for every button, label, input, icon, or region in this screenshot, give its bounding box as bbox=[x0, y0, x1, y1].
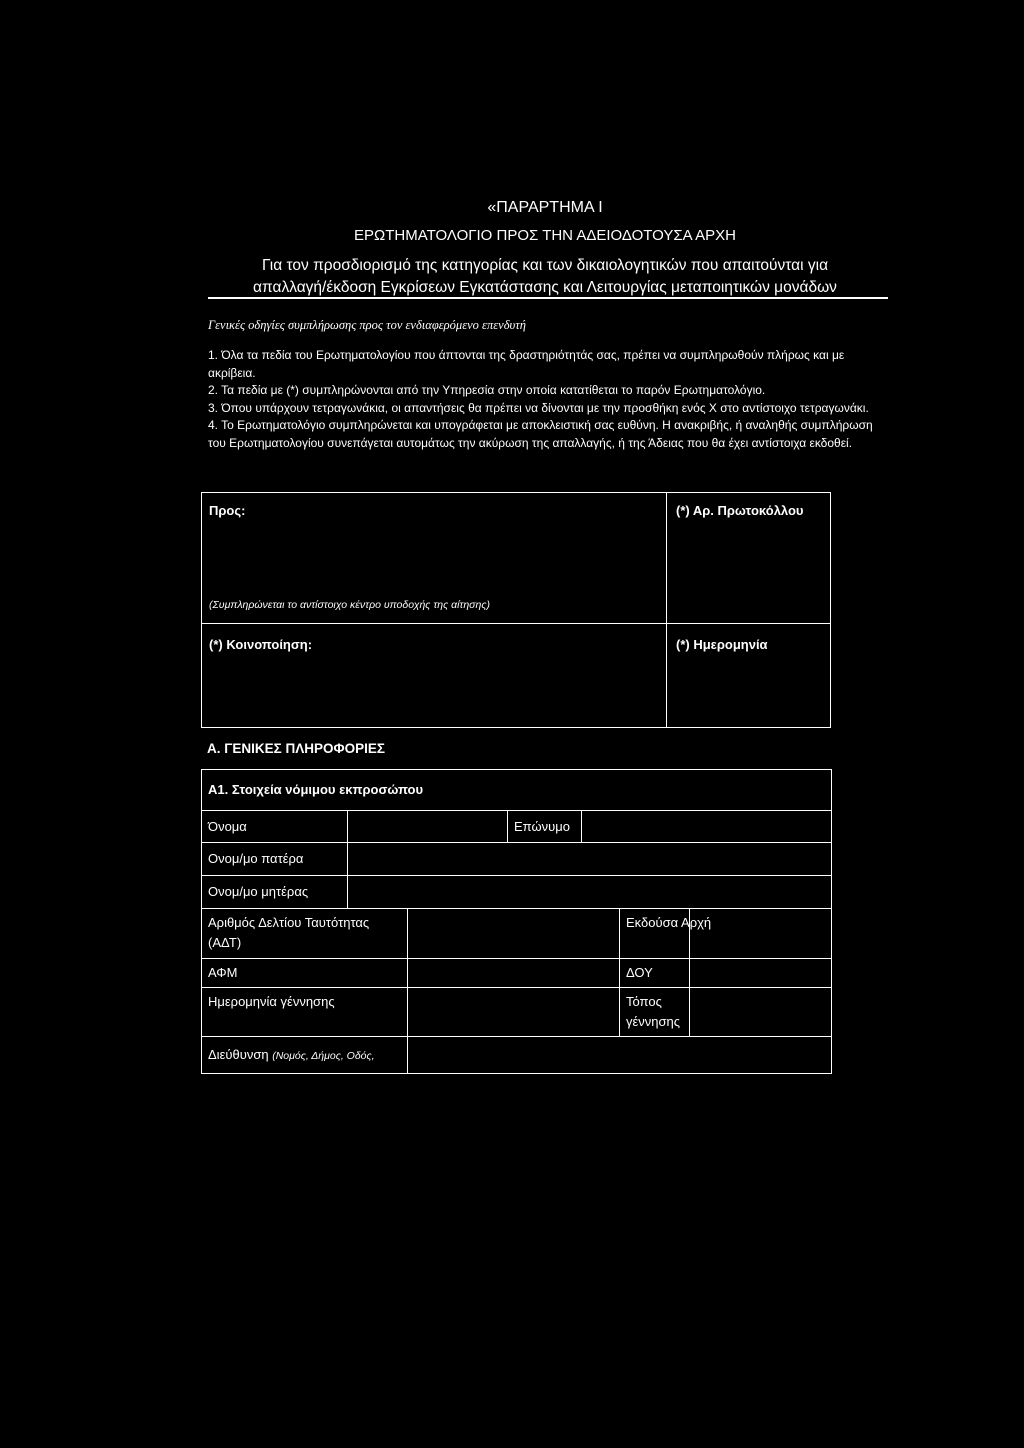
recipient-box-divider-vertical bbox=[666, 492, 667, 728]
address-hint: (Νομός, Δήμος, Οδός, bbox=[272, 1049, 375, 1062]
recipient-label: Προς: bbox=[209, 503, 246, 518]
first-name-field[interactable] bbox=[348, 811, 508, 843]
guidelines-title: Γενικές οδηγίες συμπλήρωσης προς τον ενδιαφερόμενο επενδυτή bbox=[208, 318, 526, 332]
birth-date-label: Ημερομηνία γέννησης bbox=[202, 988, 408, 1037]
guideline-item-1: 1. Όλα τα πεδία του Ερωτηματολογίου που άπτονται της δραστηριότητάς σας, πρέπει να συμπληρωθούν πλήρως και με ακρίβεια. bbox=[208, 348, 845, 380]
address-label: Διεύθυνση bbox=[208, 1046, 269, 1062]
first-name-label: Όνομα bbox=[202, 811, 348, 843]
header-divider bbox=[208, 297, 888, 299]
guideline-item-4: 4. Το Ερωτηματολόγιο συμπληρώνεται και υπογράφεται με αποκλειστική σας ευθύνη. Η ανακριβής, ή αναληθής συμπλήρωση του Ερωτηματολογίου συνεπάγεται αυτομάτως την ακύρωση της απαλλαγής, ή της Άδειας που θα έχει αντίστοιχα εκδοθεί. bbox=[208, 418, 873, 450]
issuing-authority-label: Εκδούσα Αρχή bbox=[620, 909, 690, 959]
guidelines-list bbox=[208, 347, 880, 452]
section-a-title: Α. ΓΕΝΙΚΕΣ ΠΛΗΡΟΦΟΡΙΕΣ bbox=[207, 741, 385, 756]
birth-place-field[interactable] bbox=[690, 988, 832, 1037]
address-field[interactable] bbox=[408, 1037, 832, 1074]
tax-office-label: ΔΟΥ bbox=[620, 959, 690, 988]
father-name-label: Ονομ/μο πατέρα bbox=[202, 843, 348, 876]
tax-office-field[interactable] bbox=[690, 959, 832, 988]
subtitle-line-1: Για τον προσδιορισμό της κατηγορίας και των δικαιολογητικών που απαιτούνται για bbox=[261, 257, 829, 274]
date-label: (*) Ημερομηνία bbox=[676, 637, 768, 652]
recipient-box-divider-horizontal bbox=[201, 623, 831, 624]
id-number-label: Αριθμός Δελτίου Ταυτότητας (ΑΔΤ) bbox=[202, 909, 408, 959]
guideline-item-2: 2. Τα πεδία με (*) συμπληρώνονται από την Υπηρεσία στην οποία κατατίθεται το παρόν Ερωτηματολόγιο. bbox=[208, 383, 766, 397]
annex-heading: «ΠΑΡΑΡΤΗΜΑ Ι bbox=[487, 199, 603, 216]
birth-place-label: Τόπος γέννησης bbox=[620, 988, 690, 1037]
id-number-field[interactable] bbox=[408, 909, 620, 959]
recipient-fill-note: (Συμπληρώνεται το αντίστοιχο κέντρο υποδοχής της αίτησης) bbox=[209, 599, 490, 611]
guideline-item-3: 3. Όπου υπάρχουν τετραγωνάκια, οι απαντήσεις θα πρέπει να δίνονται με την προσθήκη ενός X στο αντίστοιχο τετραγωνάκι. bbox=[208, 400, 869, 415]
mother-name-label: Ονομ/μο μητέρας bbox=[202, 876, 348, 909]
last-name-label: Επώνυμο bbox=[508, 811, 582, 843]
cc-label: (*) Κοινοποίηση: bbox=[209, 637, 313, 652]
questionnaire-title: ΕΡΩΤΗΜΑΤΟΛΟΓΙΟ ΠΡΟΣ ΤΗΝ ΑΔΕΙΟΔΟΤΟΥΣΑ ΑΡΧΗ bbox=[353, 227, 736, 244]
legal-representative-table bbox=[201, 769, 832, 1074]
mother-name-field[interactable] bbox=[348, 876, 832, 909]
a1-title: Α1. Στοιχεία νόμιμου εκπροσώπου bbox=[202, 770, 832, 811]
protocol-number-label: (*) Αρ. Πρωτοκόλλου bbox=[676, 503, 804, 518]
father-name-field[interactable] bbox=[348, 843, 832, 876]
birth-date-field[interactable] bbox=[408, 988, 620, 1037]
vat-number-field[interactable] bbox=[408, 959, 620, 988]
vat-number-label: ΑΦΜ bbox=[202, 959, 408, 988]
last-name-field[interactable] bbox=[582, 811, 832, 843]
address-label-cell bbox=[202, 1037, 408, 1074]
subtitle-line-2: απαλλαγή/έκδοση Εγκρίσεων Εγκατάστασης και Λειτουργίας μεταποιητικών μονάδων bbox=[253, 279, 837, 296]
